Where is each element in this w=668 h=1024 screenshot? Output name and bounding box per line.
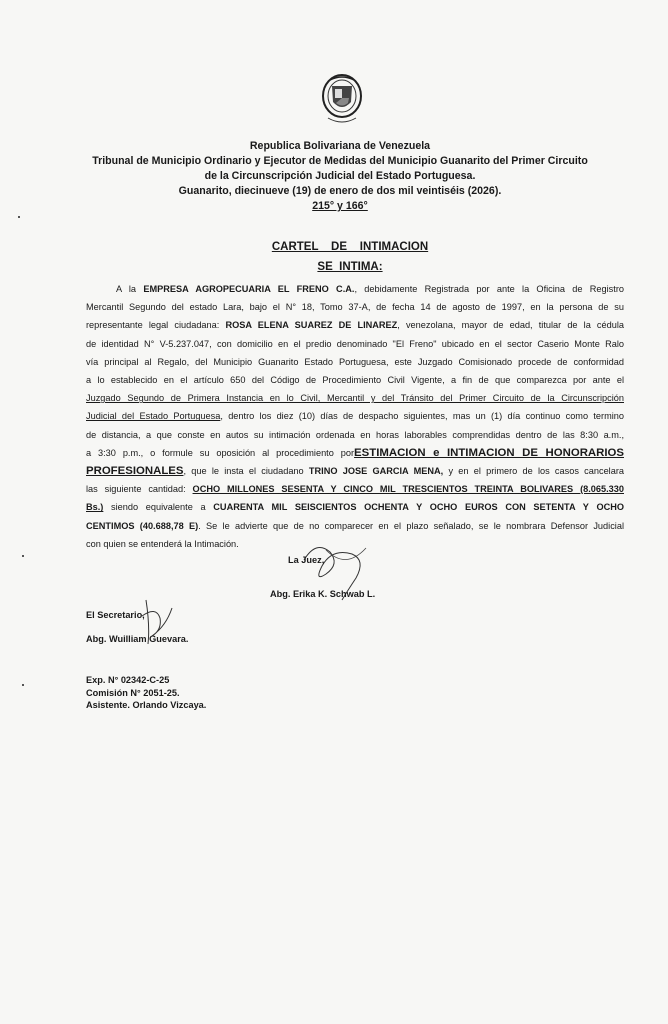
case-references	[86, 674, 206, 712]
body-line: de identidad N° V-5.237.047, con domicilio en el predio denominado "El Freno" ubicado en el sector Caserio Monte Ralo	[86, 338, 624, 349]
document-title	[200, 237, 500, 277]
body-line: Bs.) siendo equivalente a CUARENTA MIL SEISCIENTOS OCHENTA Y OCHO EUROS CON SETENTA Y OCHO	[86, 502, 624, 513]
secretary-title: El Secretario,	[86, 610, 145, 620]
body-line: CENTIMOS (40.688,78 E). Se le advierte que de no comparecer en el plazo señalado, se le nombrara Defensor Judicial	[86, 520, 624, 531]
assistant-name: Asistente. Orlando Vizcaya.	[86, 700, 207, 710]
document-body	[86, 280, 624, 553]
case-number: Exp. N° 02342-C-25	[86, 675, 170, 685]
scan-mark	[22, 555, 24, 557]
header-court-name: Tribunal de Municipio Ordinario y Ejecutor de Medidas del Municipio Guanarito del Primer Circuito	[92, 155, 588, 167]
court-header	[60, 139, 620, 214]
body-line: vía principal al Regalo, del Municipio Guanarito Estado Portuguesa, este Juzgado Comisionado procede de conformidad	[86, 356, 624, 367]
judge-title: La Juez,	[288, 555, 325, 565]
secretary-name: Abg. Wuilliam Guevara.	[86, 634, 189, 644]
body-line: a lo establecido en el artículo 650 del Código de Procedimiento Civil Vigente, a fin de que comparezca por ante el	[86, 375, 624, 386]
title-cartel: CARTEL DE INTIMACION	[271, 241, 429, 253]
judge-signature-block	[270, 543, 375, 611]
body-line: las siguiente cantidad: OCHO MILLONES SESENTA Y CINCO MIL TRESCIENTOS TREINTA BOLIVARES (8.065.330	[86, 484, 624, 495]
body-line: de distancia, a que conste en autos su intimación ordenada en horas laborables comprendidas dentro de las 8:30 a.m.,	[86, 429, 624, 440]
header-date: Guanarito, diecinueve (19) de enero de dos mil veintiséis (2026).	[178, 185, 502, 197]
body-line: a 3:30 p.m., o formule su oposición al procedimiento porESTIMACION e INTIMACION DE HONORARIOS	[86, 446, 624, 459]
scan-mark	[18, 216, 20, 218]
body-line: Juzgado Segundo de Primera Instancia en lo Civil, Mercantil y del Tránsito del Primer Circuito de la Circunscripción	[86, 393, 624, 404]
commission-number: Comisión N° 2051-25.	[86, 687, 180, 698]
body-line: PROFESIONALES, que le insta el ciudadano TRINO JOSE GARCIA MENA, y en el primero de los casos cancelara	[86, 465, 624, 478]
body-line: representante legal ciudadana: ROSA ELENA SUAREZ DE LINAREZ, venezolana, mayor de edad, titular de la cédula	[86, 320, 624, 331]
title-se-intima: SE INTIMA:	[317, 261, 383, 273]
body-line: A la EMPRESA AGROPECUARIA EL FRENO C.A., debidamente Registrada por ante la Oficina de Registro	[116, 284, 624, 294]
header-country: Republica Bolivariana de Venezuela	[249, 140, 431, 152]
header-years: 215° y 166°	[312, 200, 368, 212]
scan-mark	[22, 684, 24, 686]
secretary-signature-block	[86, 603, 188, 651]
body-line: Mercantil Segundo del estado Lara, bajo el N° 18, Tomo 37-A, de fecha 14 de agosto de 1997, en la persona de su	[86, 302, 624, 313]
body-line: con quien se entenderá la Intimación.	[86, 538, 239, 549]
judge-name: Abg. Erika K. Schwab L.	[270, 589, 376, 599]
header-jurisdiction: de la Circunscripción Judicial del Estado Portuguesa.	[204, 170, 476, 182]
body-line: Judicial del Estado Portuguesa, dentro los diez (10) días de despacho siguientes, mas un (1) día continuo como termino	[86, 411, 624, 422]
court-seal-icon	[318, 72, 366, 128]
